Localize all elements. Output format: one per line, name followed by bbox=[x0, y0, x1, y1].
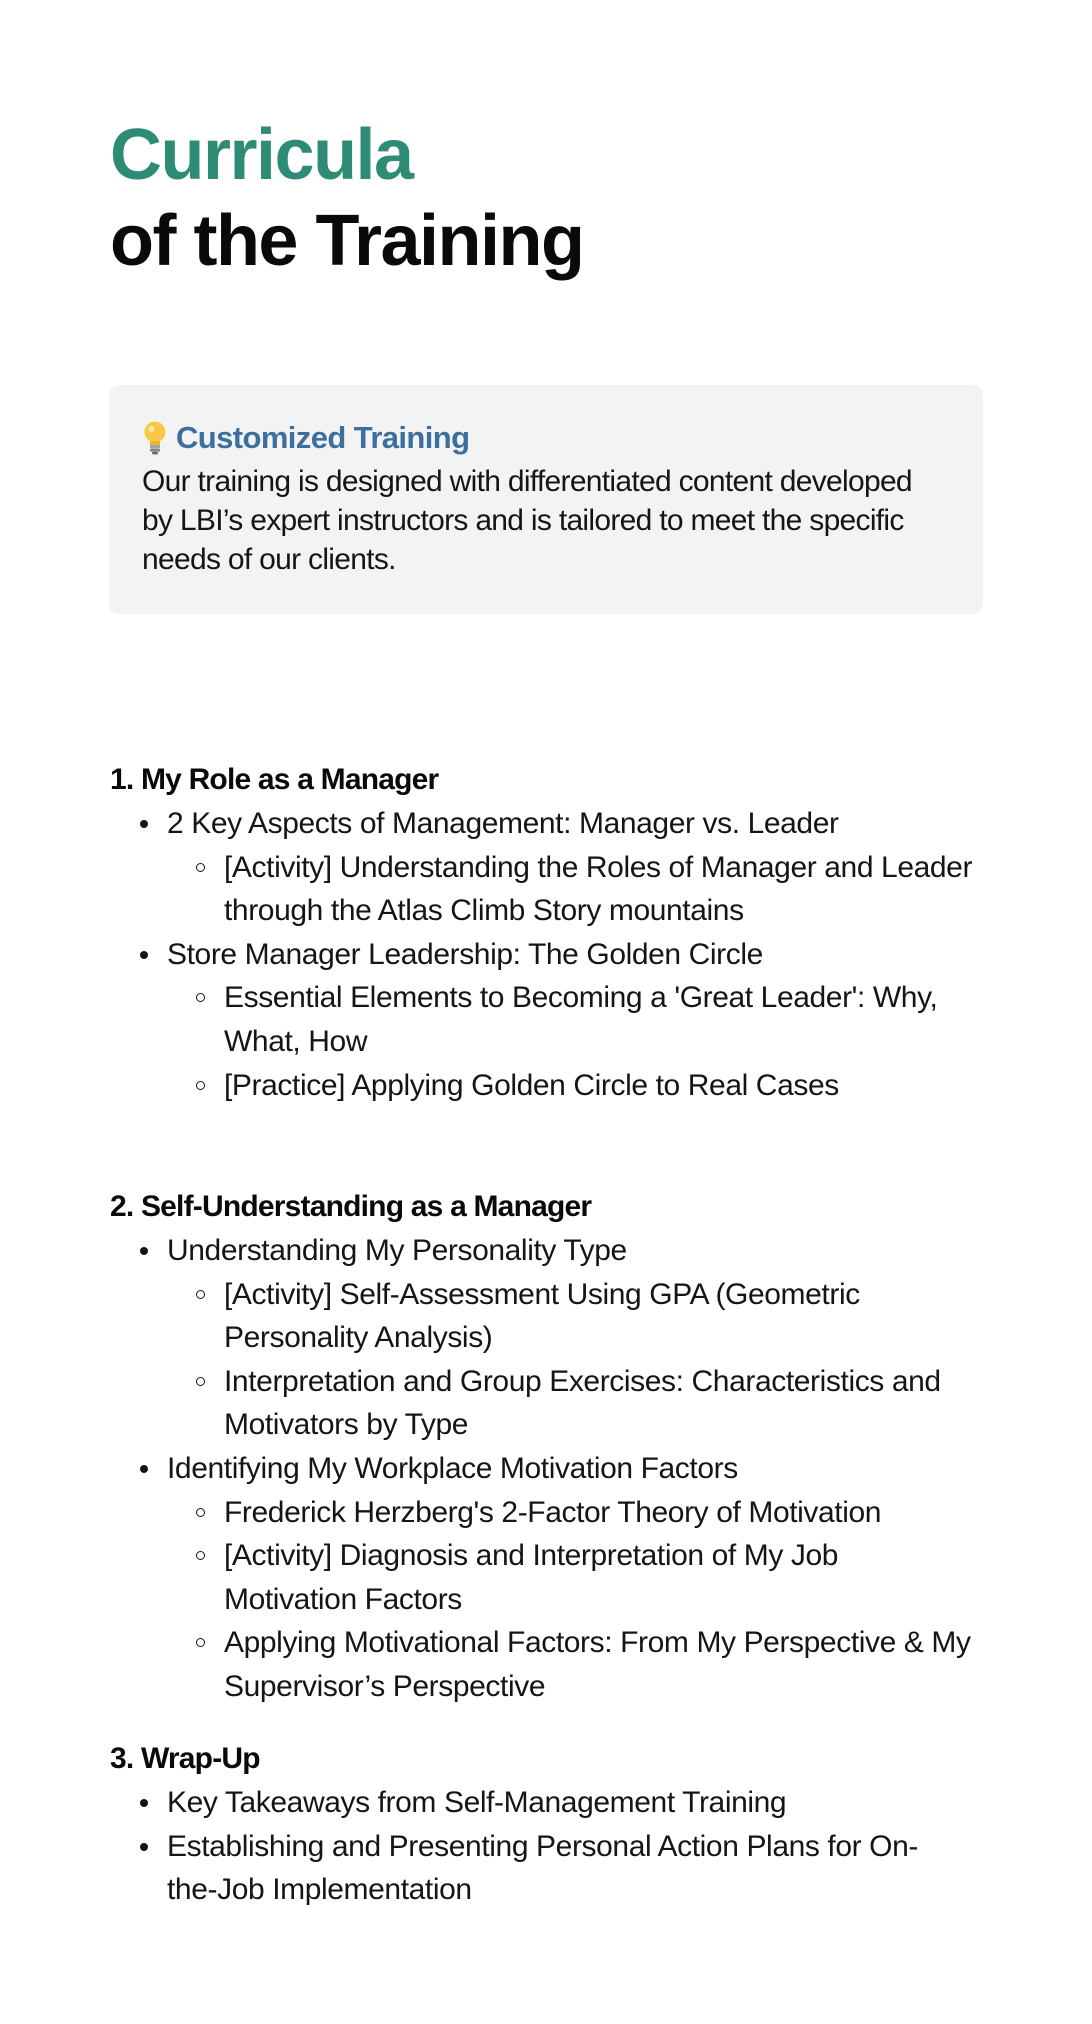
sub-list-item bbox=[167, 1534, 1010, 1621]
sub-list-item bbox=[167, 1621, 1010, 1708]
sub-list-item-text: [Practice] Applying Golden Circle to Real Cases bbox=[224, 1068, 839, 1102]
list-item bbox=[110, 1447, 1010, 1709]
bullet-dot-icon bbox=[140, 1465, 148, 1473]
sub-list bbox=[167, 976, 1010, 1107]
bullet-circle-icon bbox=[196, 1290, 205, 1299]
bullet-dot-icon bbox=[140, 1843, 148, 1851]
list-item bbox=[110, 802, 1010, 933]
bullet-circle-icon bbox=[196, 1638, 205, 1647]
sub-list bbox=[167, 846, 1010, 933]
bullet-list bbox=[110, 802, 1010, 1107]
sub-list-item bbox=[167, 976, 1010, 1063]
bullet-dot-icon bbox=[140, 951, 148, 959]
list-item-text: 2 Key Aspects of Management: Manager vs. Leader bbox=[167, 807, 839, 840]
list-item-text: Understanding My Personality Type bbox=[167, 1234, 627, 1267]
section-title: 2. Self-Understanding as a Manager bbox=[110, 1190, 592, 1223]
sub-list-item-text: [Activity] Understanding the Roles of Manager and Leader through the Atlas Climb Story mountains bbox=[224, 850, 973, 928]
bullet-dot-icon bbox=[140, 1799, 148, 1807]
sub-list-item-text: Applying Motivational Factors: From My Perspective & My Supervisor’s Perspective bbox=[224, 1626, 971, 1703]
sub-list-item-text: [Activity] Diagnosis and Interpretation of My Job Motivation Factors bbox=[224, 1539, 839, 1616]
callout-body: Our training is designed with differentiated content developed by LBI’s expert instructors and is tailored to meet the specific needs of our clients. bbox=[142, 465, 912, 576]
list-item-text: Establishing and Presenting Personal Action Plans for On-the-Job Implementation bbox=[167, 1829, 918, 1907]
customized-training-callout bbox=[109, 385, 983, 614]
bullet-circle-icon bbox=[196, 863, 205, 872]
bullet-circle-icon bbox=[196, 993, 205, 1002]
list-item bbox=[110, 1781, 1010, 1825]
callout-heading bbox=[142, 415, 949, 461]
bullet-list bbox=[110, 1229, 1010, 1709]
sub-list-item bbox=[167, 1360, 1010, 1447]
section-title: 1. My Role as a Manager bbox=[110, 763, 439, 796]
list-item-text: Identifying My Workplace Motivation Factors bbox=[167, 1451, 738, 1485]
lightbulb-icon bbox=[142, 420, 168, 456]
list-item bbox=[110, 1825, 1010, 1912]
title-accent: Curricula bbox=[110, 115, 413, 195]
bullet-circle-icon bbox=[196, 1377, 205, 1386]
section-1 bbox=[110, 758, 1010, 1107]
section-title: 3. Wrap-Up bbox=[110, 1742, 260, 1775]
section-3 bbox=[110, 1737, 1010, 1912]
sub-list-item bbox=[167, 1064, 1010, 1108]
bullet-dot-icon bbox=[140, 820, 148, 828]
list-item-text: Key Takeaways from Self-Management Training bbox=[167, 1786, 787, 1819]
section-2 bbox=[110, 1185, 1010, 1709]
sub-list bbox=[167, 1273, 1010, 1447]
list-item bbox=[110, 1229, 1010, 1447]
sub-list-item-text: Interpretation and Group Exercises: Characteristics and Motivators by Type bbox=[224, 1364, 941, 1442]
sub-list bbox=[167, 1491, 1010, 1709]
sub-list-item-text: Essential Elements to Becoming a 'Great Leader': Why, What, How bbox=[224, 981, 938, 1058]
sub-list-item bbox=[167, 1273, 1010, 1360]
sub-list-item-text: Frederick Herzberg's 2-Factor Theory of Motivation bbox=[224, 1495, 882, 1529]
sub-list-item bbox=[167, 1491, 1010, 1535]
bullet-dot-icon bbox=[140, 1247, 148, 1255]
title-main: of the Training bbox=[110, 201, 584, 281]
sub-list-item-text: [Activity] Self-Assessment Using GPA (Geometric Personality Analysis) bbox=[224, 1277, 860, 1355]
bullet-circle-icon bbox=[196, 1081, 205, 1090]
bullet-circle-icon bbox=[196, 1551, 205, 1560]
bullet-list bbox=[110, 1781, 1010, 1912]
list-item bbox=[110, 933, 1010, 1107]
sub-list-item bbox=[167, 846, 1010, 933]
callout-title: Customized Training bbox=[176, 420, 470, 455]
list-item-text: Store Manager Leadership: The Golden Circle bbox=[167, 937, 763, 971]
bullet-circle-icon bbox=[196, 1508, 205, 1517]
page-title bbox=[110, 112, 583, 284]
